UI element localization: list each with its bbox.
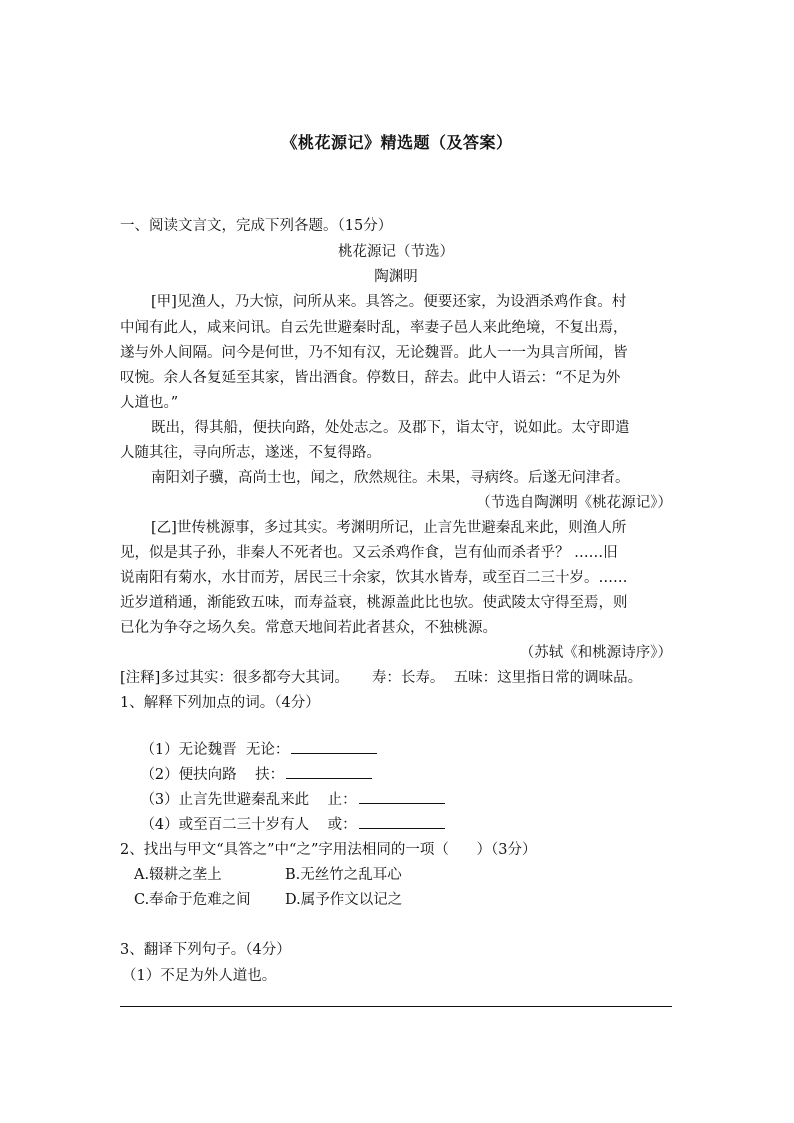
passage-yi-source: （苏轼《和桃源诗序》） <box>519 645 672 661</box>
question-1-item-text: （1）无论魏晋 无论： <box>140 742 290 758</box>
question-2-option-c: C.奉命于危难之间 <box>134 892 251 908</box>
passage-jia-line: 叹惋。余人各复延至其家，皆出酒食。停数日，辞去。此中人语云：“不足为外 <box>120 370 621 386</box>
passage-subtitle: 桃花源记（节选） <box>338 244 454 260</box>
passage-yi-line: 说南阳有菊水，水甘而芳，居民三十余家，饮其水皆寿，或至百二三十岁。…… <box>120 570 628 586</box>
question-2-option-b: B.无丝竹之乱耳心 <box>285 867 402 883</box>
passage-jia-line: 南阳刘子骥，高尚士也，闻之，欣然规往。未果，寻病终。后遂无问津者。 <box>151 470 630 486</box>
answer-blank[interactable] <box>359 813 445 829</box>
passage-jia-line: 中闻有此人，咸来问讯。自云先世避秦时乱，率妻子邑人来此绝境，不复出焉， <box>120 320 628 336</box>
question-3-heading: 3、翻译下列句子。（4分） <box>120 942 291 958</box>
page-title: 《桃花源记》精选题（及答案） <box>281 133 513 152</box>
passage-yi-line: [乙]世传桃源事，多过其实。考渊明所记，止言先世避秦乱来此，则渔人所 <box>151 520 627 536</box>
question-1-item-text: （2）便扶向路 扶： <box>140 767 285 783</box>
passage-jia-line: 人随其往，寻向所志，遂迷，不复得路。 <box>120 445 381 461</box>
question-1-item-text: （3）止言先世避秦乱来此 止： <box>140 792 357 808</box>
passage-yi-line: 已化为争夺之场久矣。常意天地间若此者甚众，不独桃源。 <box>120 620 497 636</box>
question-3-item: （1）不足为外人道也。 <box>122 968 277 984</box>
passage-jia-line: 人道也。” <box>120 395 179 411</box>
passage-jia-line: 遂与外人间隔。问今是何世，乃不知有汉，无论魏晋。此人一一为具言所闻，皆 <box>120 345 628 361</box>
annotation-note: [注释]多过其实：很多都夸大其词。 寿：长寿。 五味：这里指日常的调味品。 <box>120 670 643 686</box>
question-2-heading: 2、找出与甲文“具答之”中“之”字用法相同的一项（ ）（3分） <box>120 842 537 858</box>
passage-yi-line: 见，似是其子孙，非秦人不死者也。又云杀鸡作食，岂有仙而杀者乎？ ……旧 <box>120 545 618 561</box>
passage-jia-line: 既出，得其船，便扶向路，处处志之。及郡下，诣太守，说如此。太守即遣 <box>151 420 630 436</box>
passage-author: 陶渊明 <box>374 269 418 285</box>
passage-jia-source: （节选自陶渊明《桃花源记》） <box>476 495 672 511</box>
question-1-item-text: （4）或至百二三十岁有人 或： <box>140 817 357 833</box>
section-heading: 一、阅读文言文，完成下列各题。（15分） <box>120 218 393 234</box>
question-1-heading: 1、解释下列加点的词。（4分） <box>120 695 320 711</box>
answer-line[interactable] <box>120 1006 672 1007</box>
question-2-option-a: A.辍耕之垄上 <box>134 867 222 883</box>
question-2-option-d: D.属予作文以记之 <box>285 892 403 908</box>
passage-jia-line: [甲]见渔人，乃大惊，问所从来。具答之。便要还家，为设酒杀鸡作食。村 <box>151 294 627 310</box>
passage-yi-line: 近岁道稍通，渐能致五味，而寿益衰，桃源盖此比也欤。使武陵太守得至焉，则 <box>120 595 628 611</box>
